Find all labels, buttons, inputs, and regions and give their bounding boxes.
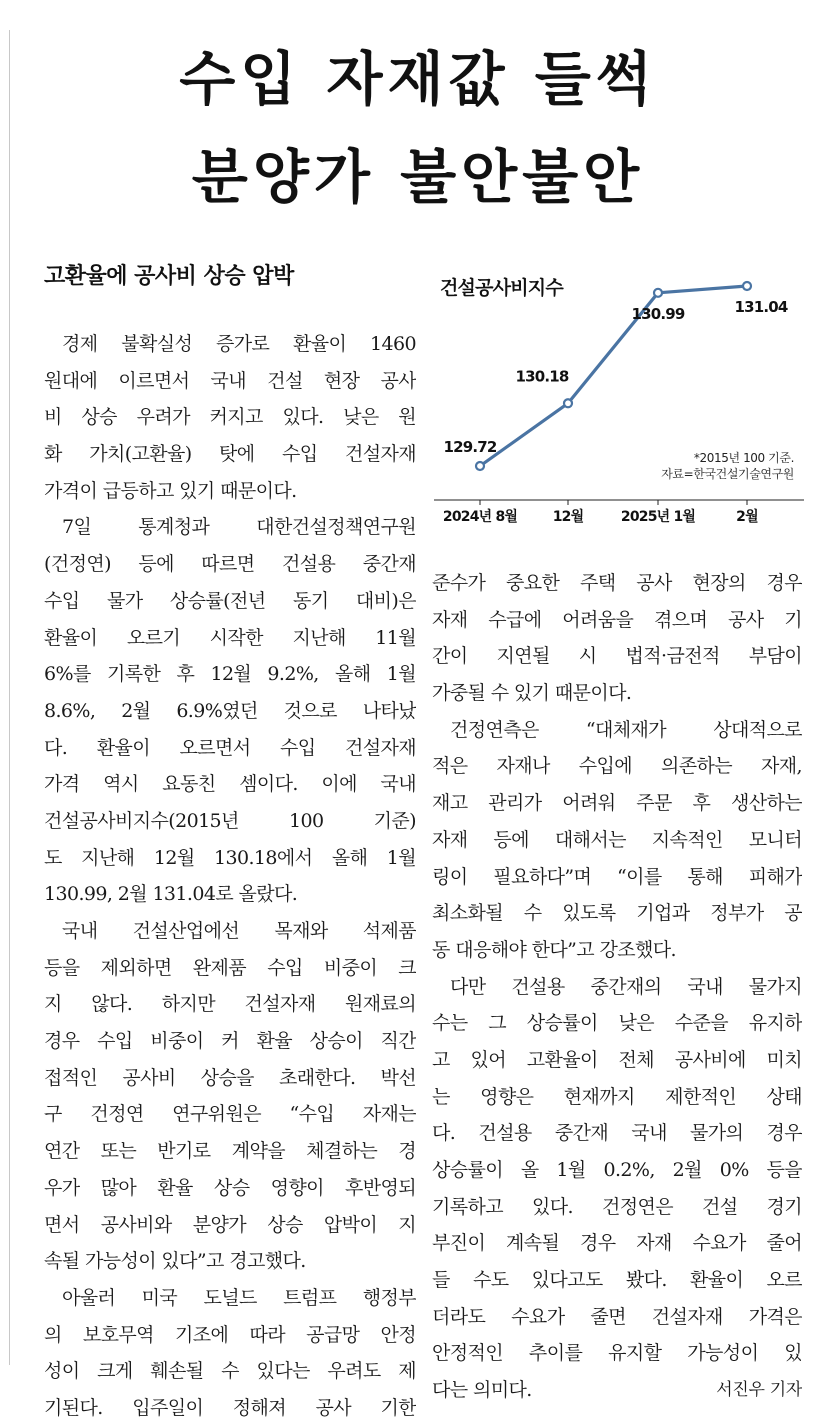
- data-point: [564, 399, 572, 407]
- article-line: 더라도 수요가 줄면 건설자재 가격은: [432, 1305, 802, 1328]
- article-line: 재고 관리가 어려워 주문 후 생산하는: [432, 792, 802, 815]
- x-tick-label: 2월: [736, 509, 758, 525]
- column-rule: [9, 30, 10, 1365]
- article-line: 다. 환율이 오르면서 수입 건설자재: [44, 736, 416, 759]
- data-point: [743, 282, 751, 290]
- article-line: 상승률이 올 1월 0.2%, 2월 0% 등을: [432, 1159, 802, 1181]
- data-label: 131.04: [734, 298, 788, 316]
- article-line: 고 있어 고환율이 전체 공사비에 미치: [432, 1048, 802, 1071]
- article-line: 등을 제외하면 완제품 수입 비중이 크: [44, 956, 416, 979]
- construction-cost-index-chart: [430, 262, 808, 540]
- chart-source-note: [661, 450, 794, 482]
- article-line: 최소화될 수 있도록 기업과 정부가 공: [432, 902, 802, 925]
- article-line: 우가 많아 환율 상승 영향이 후반영되: [44, 1176, 416, 1199]
- chart-title: 건설공사비지수: [440, 277, 563, 299]
- article-line: 접적인 공사비 상승을 초래한다. 박선: [44, 1066, 416, 1089]
- article-line: 비 상승 우려가 커지고 있다. 낮은 원: [44, 406, 416, 429]
- x-tick-label: 12월: [552, 509, 584, 525]
- x-tick-label: 2025년 1월: [620, 509, 696, 525]
- article-line: 화 가치(고환율) 탓에 수입 건설자재: [44, 443, 416, 466]
- byline: 서진우 기자: [716, 1380, 802, 1401]
- article-line: 간이 지연될 시 법적·금전적 부담이: [432, 645, 802, 668]
- article-line: 7일 통계청과 대한건설정책연구원: [62, 516, 416, 539]
- article-line: 다만 건설용 중간재의 국내 물가지: [450, 975, 802, 998]
- data-label: 130.99: [631, 304, 685, 323]
- article-line: 안정적인 추이를 유지할 가능성이 있: [432, 1342, 802, 1365]
- article-line-end: 다는 의미다.: [432, 1379, 532, 1402]
- article-line: 성이 크게 훼손될 수 있다는 우려도 제: [44, 1360, 416, 1383]
- article-line: 아울러 미국 도널드 트럼프 행정부: [62, 1286, 416, 1309]
- chart-note-source: 자료=한국건설기술연구원: [661, 467, 794, 481]
- article-line: 자재 수급에 어려움을 겪으며 공사 기: [432, 608, 802, 631]
- article-line: 경우 수입 비중이 커 환율 상승이 직간: [44, 1030, 416, 1053]
- article-line: 환율이 오르기 시작한 지난해 11월: [44, 626, 416, 649]
- article-line: 연간 또는 반기로 계약을 체결하는 경: [44, 1140, 416, 1163]
- article-line: 국내 건설산업에선 목재와 석제품: [62, 920, 416, 942]
- article-line: 가격이 급등하고 있기 때문이다.: [44, 479, 297, 502]
- data-point: [476, 462, 484, 470]
- article-line: 는 영향은 현재까지 제한적인 상태: [432, 1085, 802, 1108]
- article-line: 면서 공사비와 분양가 상승 압박이 지: [44, 1213, 416, 1236]
- chart-note-base: *2015년 100 기준.: [693, 451, 794, 465]
- data-point: [654, 289, 662, 297]
- article-line: 6%를 기록한 후 12월 9.2%, 올해 1월: [44, 663, 416, 686]
- article-line: 도 지난해 12월 130.18에서 올해 1월: [44, 846, 416, 869]
- article-right-column: [432, 565, 802, 1409]
- article-line: 130.99, 2월 131.04로 올랐다.: [44, 883, 298, 906]
- article-line: 링이 필요하다”며 “이를 통해 피해가: [432, 865, 802, 888]
- subheadline: 고환율에 공사비 상승 압박: [44, 264, 294, 289]
- article-line: 가격 역시 요동친 셈이다. 이에 국내: [44, 773, 416, 796]
- article-line: 준수가 중요한 주택 공사 현장의 경우: [432, 572, 802, 594]
- article-line: 건설공사비지수(2015년 100 기준): [44, 809, 416, 832]
- article-line: 부진이 계속될 경우 자재 수요가 줄어: [432, 1232, 802, 1255]
- article-line: 가중될 수 있기 때문이다.: [432, 682, 632, 705]
- article-line: 기된다. 입주일이 정해져 공사 기한: [44, 1396, 416, 1419]
- article-line: (건정연) 등에 따르면 건설용 중간재: [44, 553, 416, 576]
- article-line: 수는 그 상승률이 낮은 수준을 유지하: [432, 1012, 802, 1035]
- article-line: 8.6%, 2월 6.9%였던 것으로 나타났: [44, 699, 416, 722]
- article-line: 원대에 이르면서 국내 건설 현장 공사: [44, 369, 416, 392]
- article-line: 의 보호무역 기조에 따라 공급망 안정: [44, 1323, 416, 1346]
- chart-canvas: [430, 262, 808, 540]
- data-label: 129.72: [443, 438, 497, 456]
- article-line: [432, 1372, 802, 1409]
- article-line: 지 않다. 하지만 건설자재 원재료의: [44, 993, 416, 1016]
- article-line: 구 건정연 연구위원은 “수입 자재는: [44, 1103, 416, 1126]
- article-line: 건정연측은 “대체재가 상대적으로: [450, 718, 802, 741]
- article-line: 기록하고 있다. 건정연은 건설 경기: [432, 1195, 802, 1218]
- article-line: 동 대응해야 한다”고 강조했다.: [432, 938, 676, 961]
- headline-line-2: 분양가 불안불안: [191, 143, 645, 211]
- article-line: 속될 가능성이 있다”고 경고했다.: [44, 1250, 306, 1273]
- data-label: 130.18: [515, 367, 569, 386]
- article-line: 수입 물가 상승률(전년 동기 대비)은: [44, 589, 416, 612]
- article-left-column: [44, 326, 416, 1427]
- headline-line-1: 수입 자재값 들썩: [179, 45, 657, 113]
- article-line: 경제 불확실성 증가로 환율이 1460: [62, 333, 416, 355]
- article-line: 들 수도 있다고도 봤다. 환율이 오르: [432, 1269, 802, 1292]
- article-line: 다. 건설용 중간재 국내 물가의 경우: [432, 1122, 802, 1145]
- article-line: 자재 등에 대해서는 지속적인 모니터: [432, 828, 802, 851]
- x-tick-label: 2024년 8월: [442, 509, 518, 525]
- article-line: 적은 자재나 수입에 의존하는 자재,: [432, 755, 802, 778]
